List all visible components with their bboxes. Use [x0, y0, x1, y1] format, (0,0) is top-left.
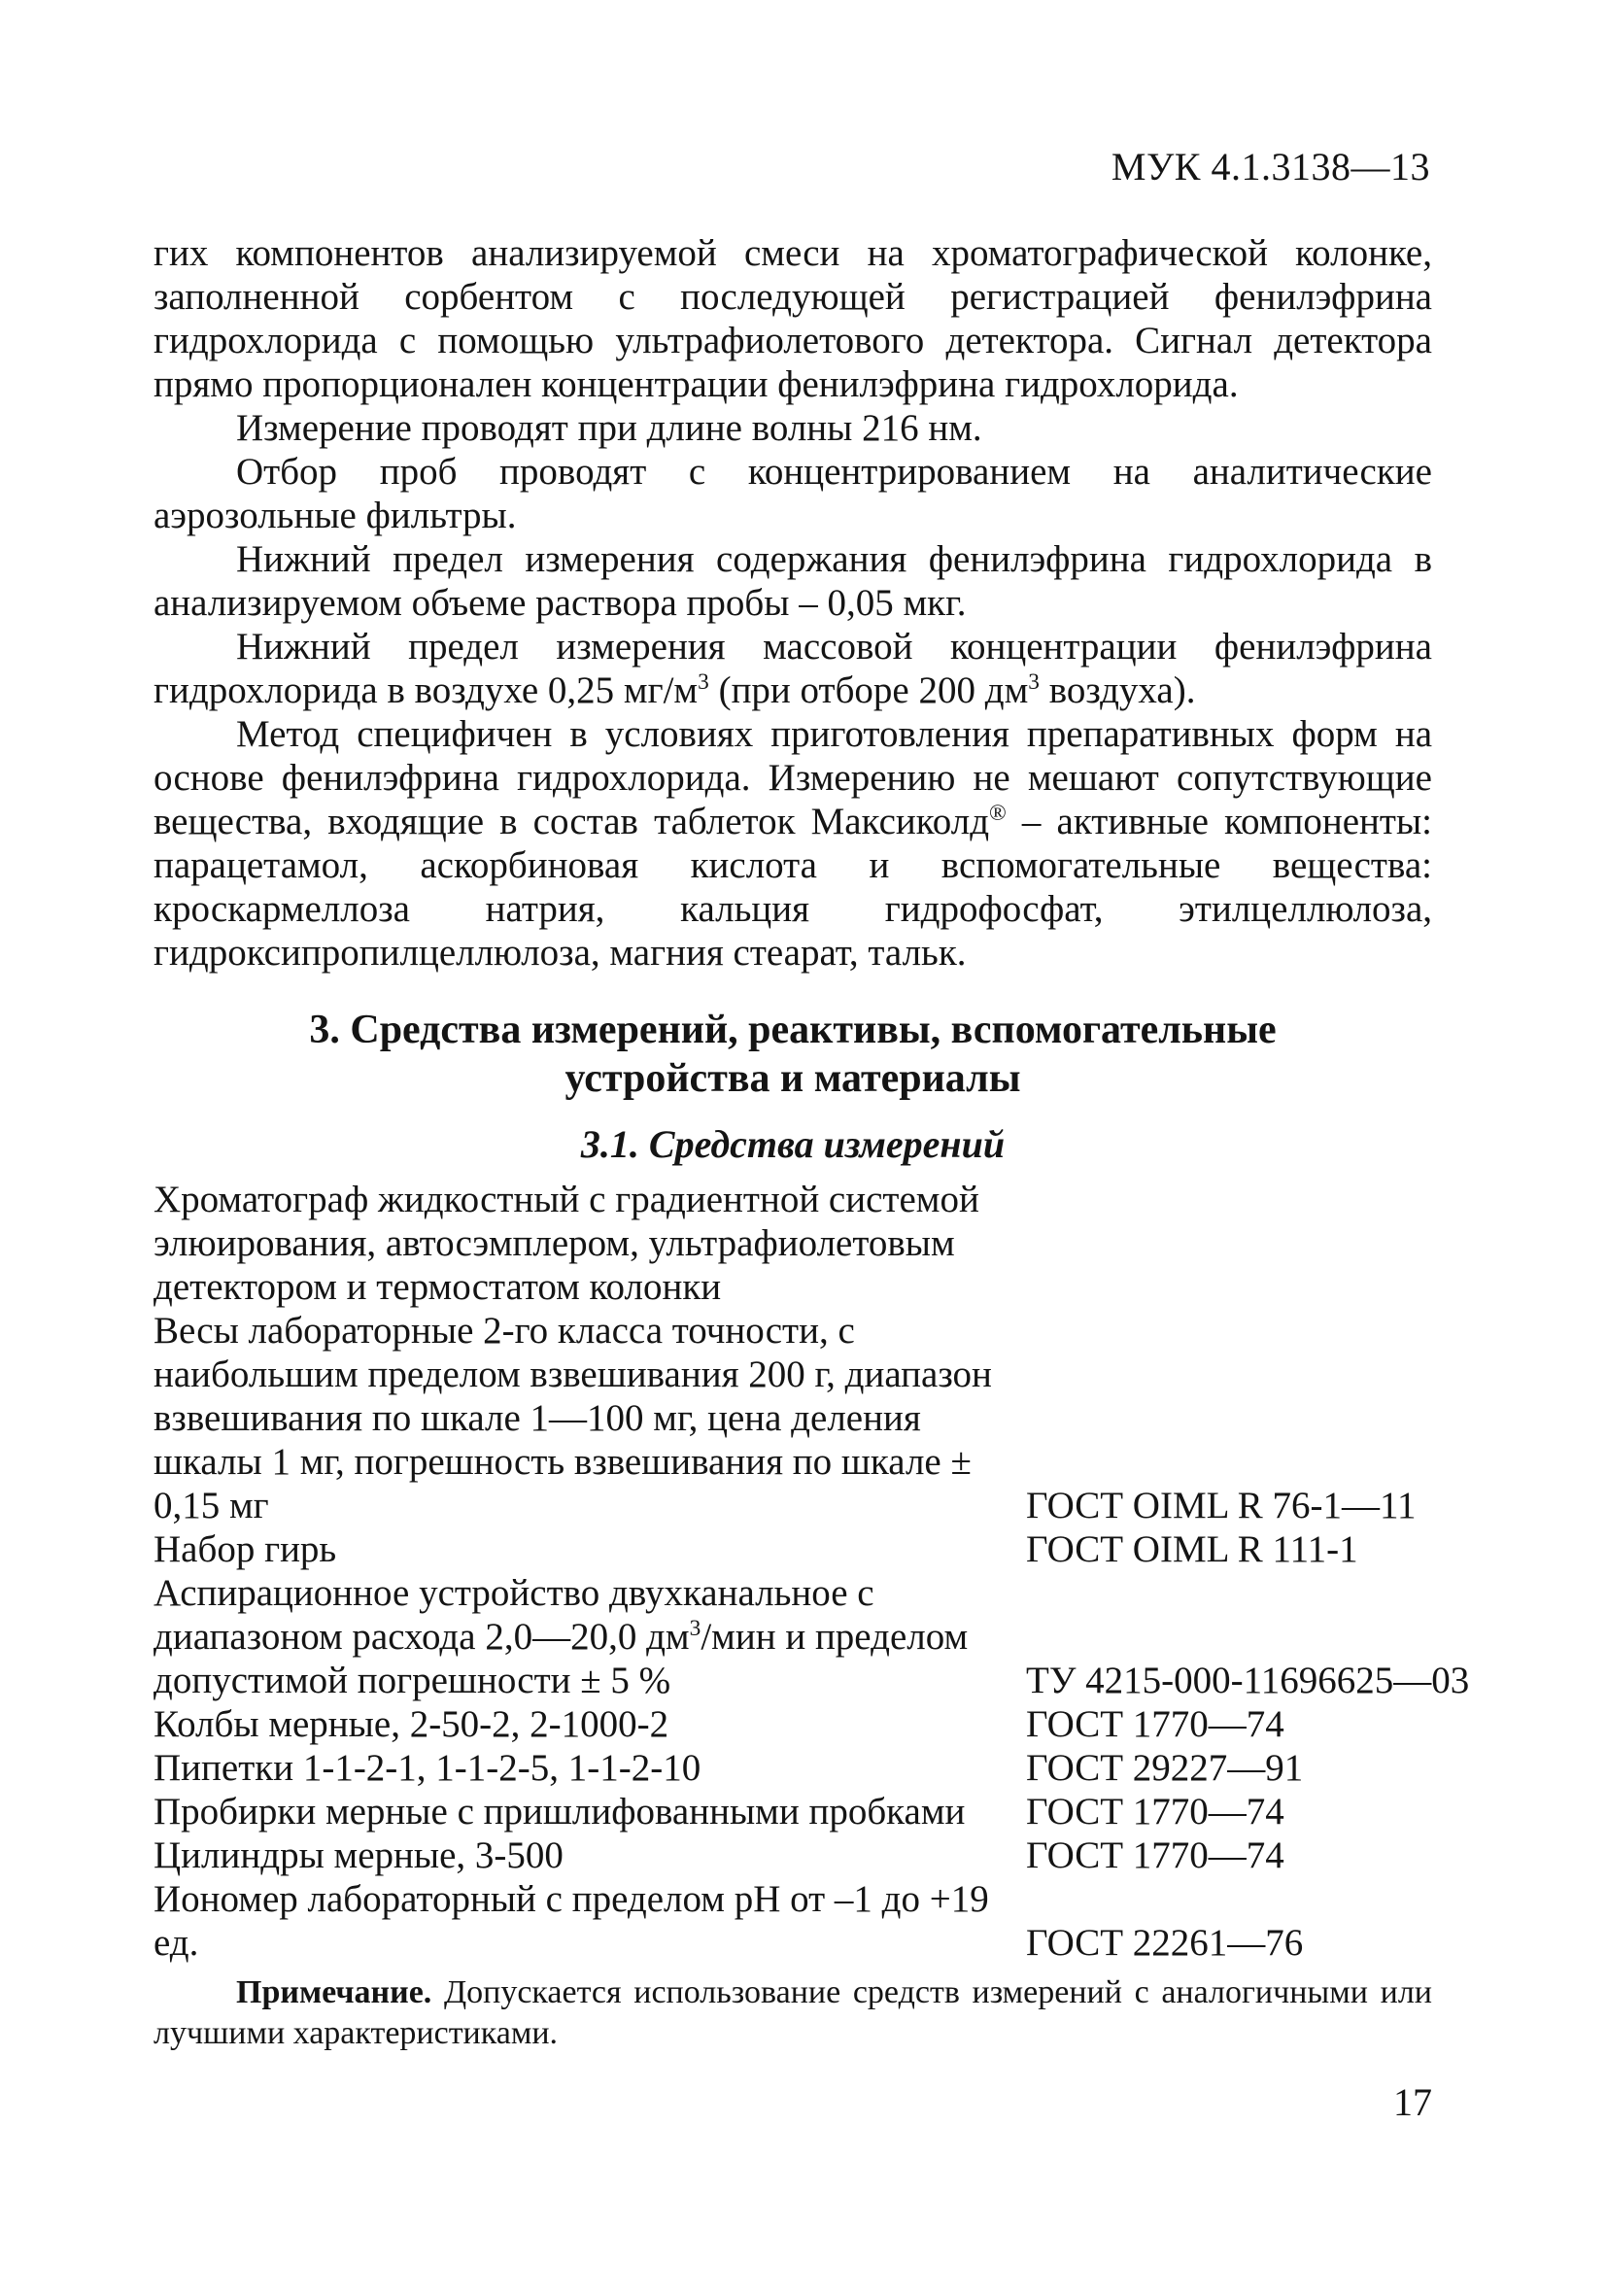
equipment-name-part-1: Аспирационное устройство двухканальное с диапазоном расхода 2,0—20,0 дм — [154, 1572, 874, 1658]
equipment-standard: ГОСТ 1770—74 — [1026, 1791, 1284, 1833]
note — [154, 1972, 1432, 2054]
paragraph-wavelength: Измерение проводят при длине волны 216 нм. — [236, 407, 982, 449]
p6-text-1: Метод специфичен в условиях приготовления препаративных форм на основе фенилэфрина гидрохлорида. Измерению не мешают сопутствующие вещества, входящие в состав таблеток Максиколд — [154, 713, 1432, 842]
note-label: Примечание. — [236, 1974, 432, 2010]
equipment-standard: ГОСТ 22261—76 — [1026, 1922, 1304, 1964]
subsection-title: 3.1. Средства измерений — [580, 1122, 1006, 1166]
paragraph-sampling: Отбор проб проводят с концентрированием на аналитические аэрозольные фильтры. — [154, 451, 1432, 536]
equipment-name: Весы лабораторные 2-го класса точности, с наибольшим пределом взвешивания 200 г, диапазон взвешивания по шкале 1—100 мг, цена деления шкалы 1 мг, погрешность взвешивания по шкале ± 0,15 мг — [154, 1310, 992, 1526]
paragraph-lower-limit-concentration — [154, 625, 1432, 712]
p5-text-1: Нижний предел измерения массовой концентрации фенилэфрина гидрохлорида в воздухе 0,25 мг/м — [154, 626, 1432, 711]
document-code-header: МУК 4.1.3138—13 — [1111, 145, 1430, 188]
equipment-standard: ГОСТ OIML R 111-1 — [1026, 1528, 1358, 1570]
equipment-row — [154, 1309, 1475, 1527]
paragraph-specificity — [154, 712, 1432, 975]
equipment-name: Пробирки мерные с пришлифованными пробками — [154, 1791, 966, 1833]
equipment-standard — [1026, 1178, 1475, 1309]
equipment-standard: ГОСТ 29227—91 — [1026, 1747, 1304, 1789]
equipment-row — [154, 1571, 1475, 1702]
equipment-standard: ТУ 4215-000-11696625—03 — [1026, 1660, 1470, 1701]
equipment-name-part-2: /мин и пределом допустимой погрешности ± 5 % — [154, 1616, 969, 1701]
equipment-row — [154, 1877, 1475, 1965]
section-title — [154, 1006, 1432, 1103]
equipment-name: Набор гирь — [154, 1528, 337, 1570]
equipment-standard: ГОСТ OIML R 76-1—11 — [1026, 1485, 1417, 1526]
p5-text-2: (при отборе 200 дм — [708, 669, 1029, 711]
p6-text-2: – активные компоненты: парацетамол, аскорбиновая кислота и вспомогательные вещества: кроскармеллоза натрия, кальция гидрофосфат, этилцеллюлоза, гидроксипропилцеллюлоза, магния стеарат, тальк. — [154, 801, 1432, 974]
equipment-name: Цилиндры мерные, 3-500 — [154, 1834, 564, 1876]
equipment-row — [154, 1790, 1475, 1833]
equipment-name: Хроматограф жидкостный с градиентной системой элюирования, автосэмплером, ультрафиолетовым детектором и термостатом колонки — [154, 1179, 979, 1308]
body-text — [154, 231, 1432, 975]
paragraph-continuation: гих компонентов анализируемой смеси на хроматографической колонке, заполненной сорбентом с последующей регистрацией фенилэфрина гидрохлорида с помощью ультрафиолетового детектора. Сигнал детектора прямо пропорционален концентрации фенилэфрина гидрохлорида. — [154, 232, 1432, 405]
equipment-row — [154, 1527, 1475, 1571]
equipment-name: Иономер лабораторный с пределом pH от –1 до +19 ед. — [154, 1878, 989, 1964]
equipment-name: Пипетки 1-1-2-1, 1-1-2-5, 1-1-2-10 — [154, 1747, 701, 1789]
equipment-row — [154, 1702, 1475, 1746]
p5-text-3: воздуха). — [1039, 669, 1196, 711]
equipment-name: Колбы мерные, 2-50-2, 2-1000-2 — [154, 1703, 669, 1745]
equipment-row — [154, 1178, 1475, 1309]
section-title-line-2: устройства и материалы — [564, 1056, 1021, 1101]
equipment-table — [154, 1178, 1475, 1965]
equipment-standard: ГОСТ 1770—74 — [1026, 1703, 1284, 1745]
paragraph-lower-limit-content: Нижний предел измерения содержания фенилэфрина гидрохлорида в анализируемом объеме раствора пробы – 0,05 мкг. — [154, 538, 1432, 624]
p5-superscript-1: 3 — [698, 669, 709, 695]
page-number: 17 — [1393, 2080, 1432, 2124]
note-text: Допускается использование средств измерений с аналогичными или лучшими характеристиками. — [154, 1974, 1432, 2051]
registered-mark: ® — [989, 801, 1007, 826]
section-title-line-1: 3. Средства измерений, реактивы, вспомогательные — [309, 1008, 1277, 1052]
p5-superscript-2: 3 — [1028, 669, 1040, 695]
equipment-name — [154, 1571, 1026, 1702]
equipment-name-superscript: 3 — [689, 1616, 701, 1641]
equipment-row — [154, 1833, 1475, 1877]
equipment-row — [154, 1746, 1475, 1790]
equipment-standard: ГОСТ 1770—74 — [1026, 1834, 1284, 1876]
